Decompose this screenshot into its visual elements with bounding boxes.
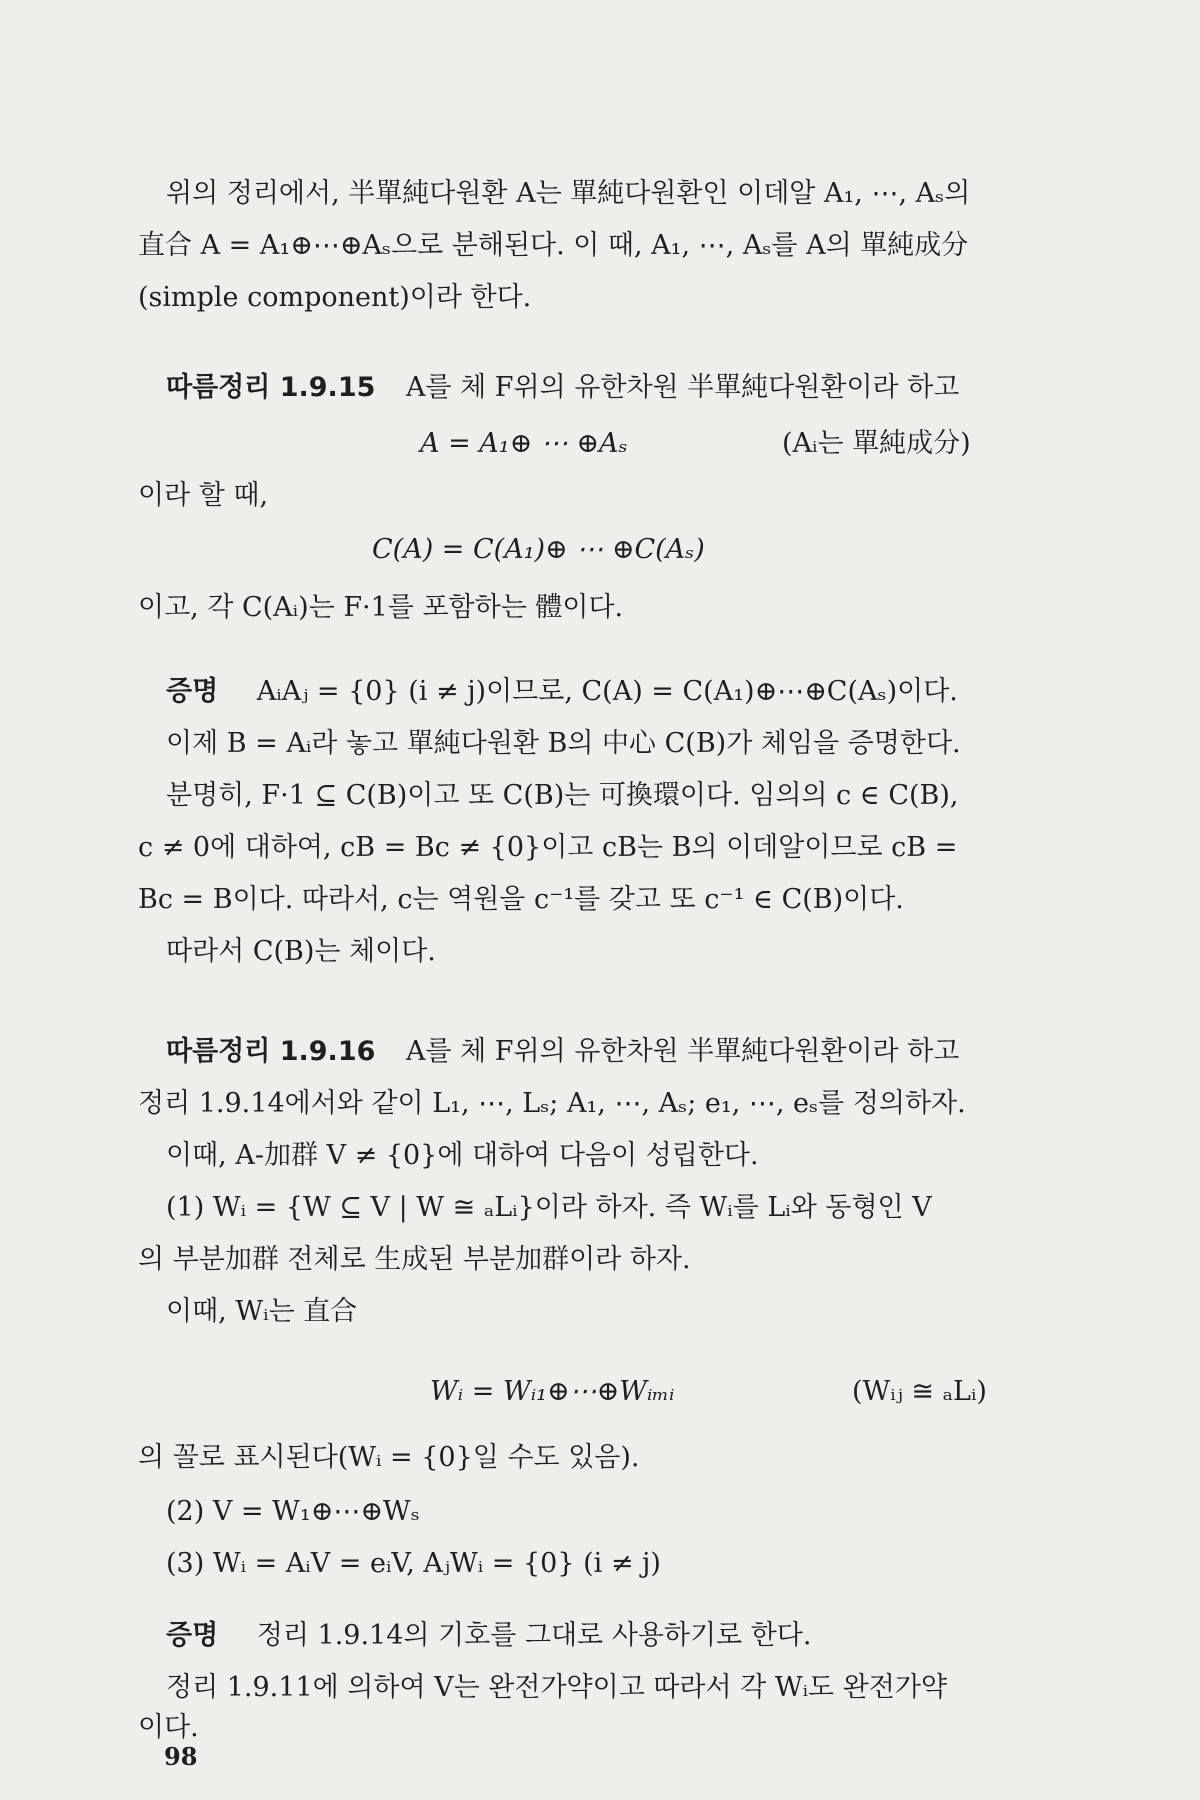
corollary-1-9-16 xyxy=(0,1036,1200,1068)
proof-label: 증명 xyxy=(166,1620,219,1651)
proof-text: 정리 1.9.14의 기호를 그대로 사용하기로 한다. xyxy=(256,1620,812,1651)
proof-label: 증명 xyxy=(166,676,219,707)
corollary-statement: A를 체 F위의 유한차원 半單純다원환이라 하고 xyxy=(405,1036,960,1067)
proof-1-line-1 xyxy=(0,676,1200,708)
proof-2-line-1 xyxy=(0,1620,1200,1652)
proof-1-line-6: 따라서 C(B)는 체이다. xyxy=(166,936,436,967)
proof-2-line-3: 이다. xyxy=(138,1712,199,1743)
intro-line-3: (simple component)이라 한다. xyxy=(138,282,532,313)
equation-row-1 xyxy=(0,428,1200,460)
corollary-16-after-eq: 의 꼴로 표시된다(Wᵢ = {0}일 수도 있음). xyxy=(138,1442,640,1473)
proof-1-line-5: Bc = B이다. 따라서, c는 역원을 c⁻¹를 갖고 또 c⁻¹ ∈ C(B)이다. xyxy=(138,884,904,915)
equation-note-1: (Aᵢ는 單純成分) xyxy=(782,428,971,459)
intro-line-2: 直合 A = A₁⊕⋯⊕Aₛ으로 분해된다. 이 때, A₁, ⋯, Aₛ를 A의 單純成分 xyxy=(138,230,969,261)
equation-wi-sum: Wᵢ = Wᵢ₁⊕⋯⊕Wᵢₘᵢ xyxy=(430,1376,675,1407)
proof-text: AᵢAⱼ = {0} (i ≠ j)이므로, C(A) = C(A₁)⊕⋯⊕C(Aₛ)이다. xyxy=(256,676,958,707)
corollary-label: 따름정리 1.9.16 xyxy=(166,1036,376,1067)
corollary-16-line-5: 의 부분加群 전체로 生成된 부분加群이라 하자. xyxy=(138,1244,691,1275)
proof-1-line-4: c ≠ 0에 대하여, cB = Bc ≠ {0}이고 cB는 B의 이데알이므로 cB = xyxy=(138,832,958,863)
proof-2-line-2: 정리 1.9.11에 의하여 V는 완전가약이고 따라서 각 Wᵢ도 완전가약 xyxy=(166,1672,948,1703)
corollary-16-item-1: (1) Wᵢ = {W ⊆ V | W ≅ ₐLᵢ}이라 하자. 즉 Wᵢ를 Lᵢ와 동형인 V xyxy=(166,1192,932,1223)
equation-row-2 xyxy=(0,534,1200,566)
corollary-statement: A를 체 F위의 유한차원 半單純다원환이라 하고 xyxy=(405,372,960,403)
condition-line: 이라 할 때, xyxy=(138,480,269,511)
proof-1-line-3: 분명히, F·1 ⊆ C(B)이고 또 C(B)는 可換環이다. 임의의 c ∈ C(B), xyxy=(166,780,959,811)
equation-row-3 xyxy=(0,1376,1200,1408)
equation-center-sum: C(A) = C(A₁)⊕ ⋯ ⊕C(Aₛ) xyxy=(372,534,705,565)
corollary-16-line-6: 이때, Wᵢ는 直合 xyxy=(166,1296,358,1327)
corollary-16-item-3: (3) Wᵢ = AᵢV = eᵢV, AⱼWᵢ = {0} (i ≠ j) xyxy=(166,1548,661,1579)
intro-line-1: 위의 정리에서, 半單純다원환 A는 單純다원환인 이데알 A₁, ⋯, Aₛ의 xyxy=(166,178,971,209)
corollary-16-line-3: 이때, A-加群 V ≠ {0}에 대하여 다음이 성립한다. xyxy=(166,1140,759,1171)
corollary-conclusion: 이고, 각 C(Aᵢ)는 F·1를 포함하는 體이다. xyxy=(138,592,624,623)
equation-direct-sum: A = A₁⊕ ⋯ ⊕Aₛ xyxy=(420,428,628,459)
corollary-label: 따름정리 1.9.15 xyxy=(166,372,376,403)
page-number: 98 xyxy=(164,1742,198,1771)
proof-1-line-2: 이제 B = Aᵢ라 놓고 單純다원환 B의 中心 C(B)가 체임을 증명한다. xyxy=(166,728,961,759)
equation-note-3: (Wᵢⱼ ≅ ₐLᵢ) xyxy=(852,1376,987,1407)
corollary-1-9-15 xyxy=(0,372,1200,404)
corollary-16-line-2: 정리 1.9.14에서와 같이 L₁, ⋯, Lₛ; A₁, ⋯, Aₛ; e₁, ⋯, eₛ를 정의하자. xyxy=(138,1088,966,1119)
corollary-16-item-2: (2) V = W₁⊕⋯⊕Wₛ xyxy=(166,1496,420,1527)
